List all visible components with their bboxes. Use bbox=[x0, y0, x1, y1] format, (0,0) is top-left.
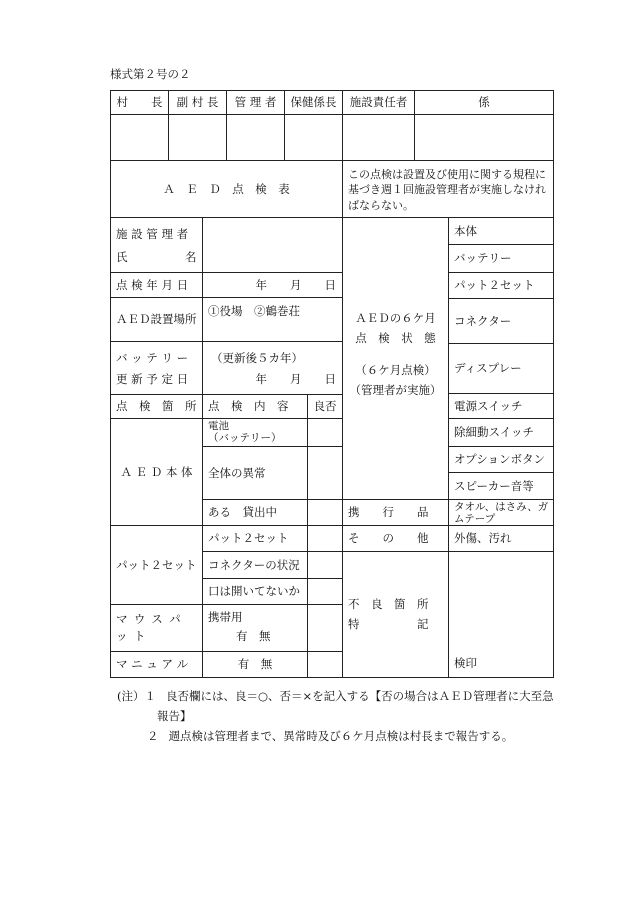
check-place-header: 点 検 箇 所 bbox=[111, 395, 203, 419]
six-month-status-label: ＡＥＤの６ケ月 点 検 状 態 （６ケ月点検） （管理者が実施） bbox=[343, 218, 449, 500]
package-opened-item: 口は開いてないか bbox=[203, 579, 308, 605]
lending-item: ある 貸出中 bbox=[203, 500, 308, 526]
aed-location-field[interactable]: ①役場 ②鶴巻荘 bbox=[203, 298, 343, 342]
inspection-date-label: 点 検 年 月 日 bbox=[111, 273, 203, 298]
manual-item: 有 無 bbox=[203, 652, 308, 678]
checklist-shock-switch: 除細動スイッチ bbox=[449, 419, 554, 447]
checklist-battery: バッテリー bbox=[449, 245, 554, 273]
pads-label: パット２セット bbox=[111, 526, 203, 605]
check-content-header: 点 検 内 容 bbox=[203, 395, 308, 419]
manual-pass-fail[interactable] bbox=[308, 652, 343, 678]
checklist-option-button: オプションボタン bbox=[449, 447, 554, 473]
manager-name-field[interactable] bbox=[203, 218, 343, 273]
aed-body-label: Ａ Ｅ Ｄ 本 体 bbox=[111, 419, 203, 526]
mouthpad-label: マウスパット bbox=[111, 605, 203, 652]
approval-header-manager: 管 理 者 bbox=[227, 91, 285, 115]
defect-remarks-label: 不 良 箇 所 特 記 bbox=[343, 552, 449, 678]
connector-state-item: コネクターの状況 bbox=[203, 552, 308, 579]
stamp-box-staff[interactable] bbox=[415, 115, 554, 161]
checklist-power-switch: 電源スイッチ bbox=[449, 394, 554, 419]
note-1: (注）１ 良否欄には、良＝○、否＝×を記入する【否の場合はＡＥＤ管理者に大至急 bbox=[117, 689, 554, 703]
battery-renewal-field[interactable]: （更新後５カ年） 年 月 日 bbox=[203, 342, 343, 395]
notes-section bbox=[117, 686, 554, 746]
checklist-connector: コネクター bbox=[449, 299, 554, 344]
pads-item: パット２セット bbox=[203, 526, 308, 552]
approval-header-mayor: 村 長 bbox=[111, 91, 169, 115]
approval-header-staff: 係 bbox=[415, 91, 554, 115]
inspection-date-field[interactable]: 年 月 日 bbox=[203, 273, 343, 298]
note-1-continuation: 報告】 bbox=[157, 709, 192, 724]
package-opened-pass-fail[interactable] bbox=[308, 579, 343, 605]
stamp-box-facility-head[interactable] bbox=[343, 115, 415, 161]
inspection-table bbox=[110, 160, 554, 678]
approval-table bbox=[110, 90, 554, 161]
manual-label: マ ニ ュ ア ル bbox=[111, 652, 203, 678]
inspection-seal-box[interactable]: 検印 bbox=[449, 552, 554, 678]
rule-text: この点検は設置及び使用に関する規程に基づき週１回施設管理者が実施しなければならない。 bbox=[343, 161, 554, 218]
mouthpad-item: 携帯用 有 無 bbox=[203, 605, 308, 652]
note-2: ２ 週点検は管理者まで、異常時及び６ケ月点検は村長まで報告する。 bbox=[147, 729, 514, 744]
carry-items-label: 携 行 品 bbox=[343, 500, 449, 526]
approval-header-facility-head: 施設責任者 bbox=[343, 91, 415, 115]
stamp-box-manager[interactable] bbox=[227, 115, 285, 161]
checklist-body: 本体 bbox=[449, 218, 554, 245]
form-number: 様式第２号の２ bbox=[110, 67, 191, 81]
battery-check-item: 電池 （バッテリー） bbox=[203, 419, 308, 447]
lending-pass-fail[interactable] bbox=[308, 500, 343, 526]
form-title: Ａ Ｅ Ｄ 点 検 表 bbox=[111, 161, 343, 218]
approval-header-deputy-mayor: 副 村 長 bbox=[169, 91, 227, 115]
checklist-carry-items: タオル、はさみ、ガムテープ bbox=[449, 500, 554, 526]
checklist-display: ディスプレー bbox=[449, 344, 554, 394]
battery-pass-fail[interactable] bbox=[308, 419, 343, 447]
stamp-box-health-chief[interactable] bbox=[285, 115, 343, 161]
manager-name-label: 施 設 管 理 者 氏 名 bbox=[111, 218, 203, 273]
whole-abnormal-item: 全体の異常 bbox=[203, 447, 308, 500]
pads-pass-fail[interactable] bbox=[308, 526, 343, 552]
stamp-box-mayor[interactable] bbox=[111, 115, 169, 161]
pass-fail-header: 良否 bbox=[308, 395, 343, 419]
stamp-box-deputy-mayor[interactable] bbox=[169, 115, 227, 161]
checklist-speaker: スピーカー音等 bbox=[449, 473, 554, 500]
battery-renewal-label: バ ッ テ リ ー 更 新 予 定 日 bbox=[111, 342, 203, 395]
checklist-pads: パット２セット bbox=[449, 273, 554, 299]
other-label: そ の 他 bbox=[343, 526, 449, 552]
checklist-damage: 外傷、汚れ bbox=[449, 526, 554, 552]
approval-header-health-chief: 保健係長 bbox=[285, 91, 343, 115]
whole-abnormal-pass-fail[interactable] bbox=[308, 447, 343, 500]
connector-state-pass-fail[interactable] bbox=[308, 552, 343, 579]
aed-location-label: ＡＥＤ設置場所 bbox=[111, 298, 203, 342]
mouthpad-pass-fail[interactable] bbox=[308, 605, 343, 652]
